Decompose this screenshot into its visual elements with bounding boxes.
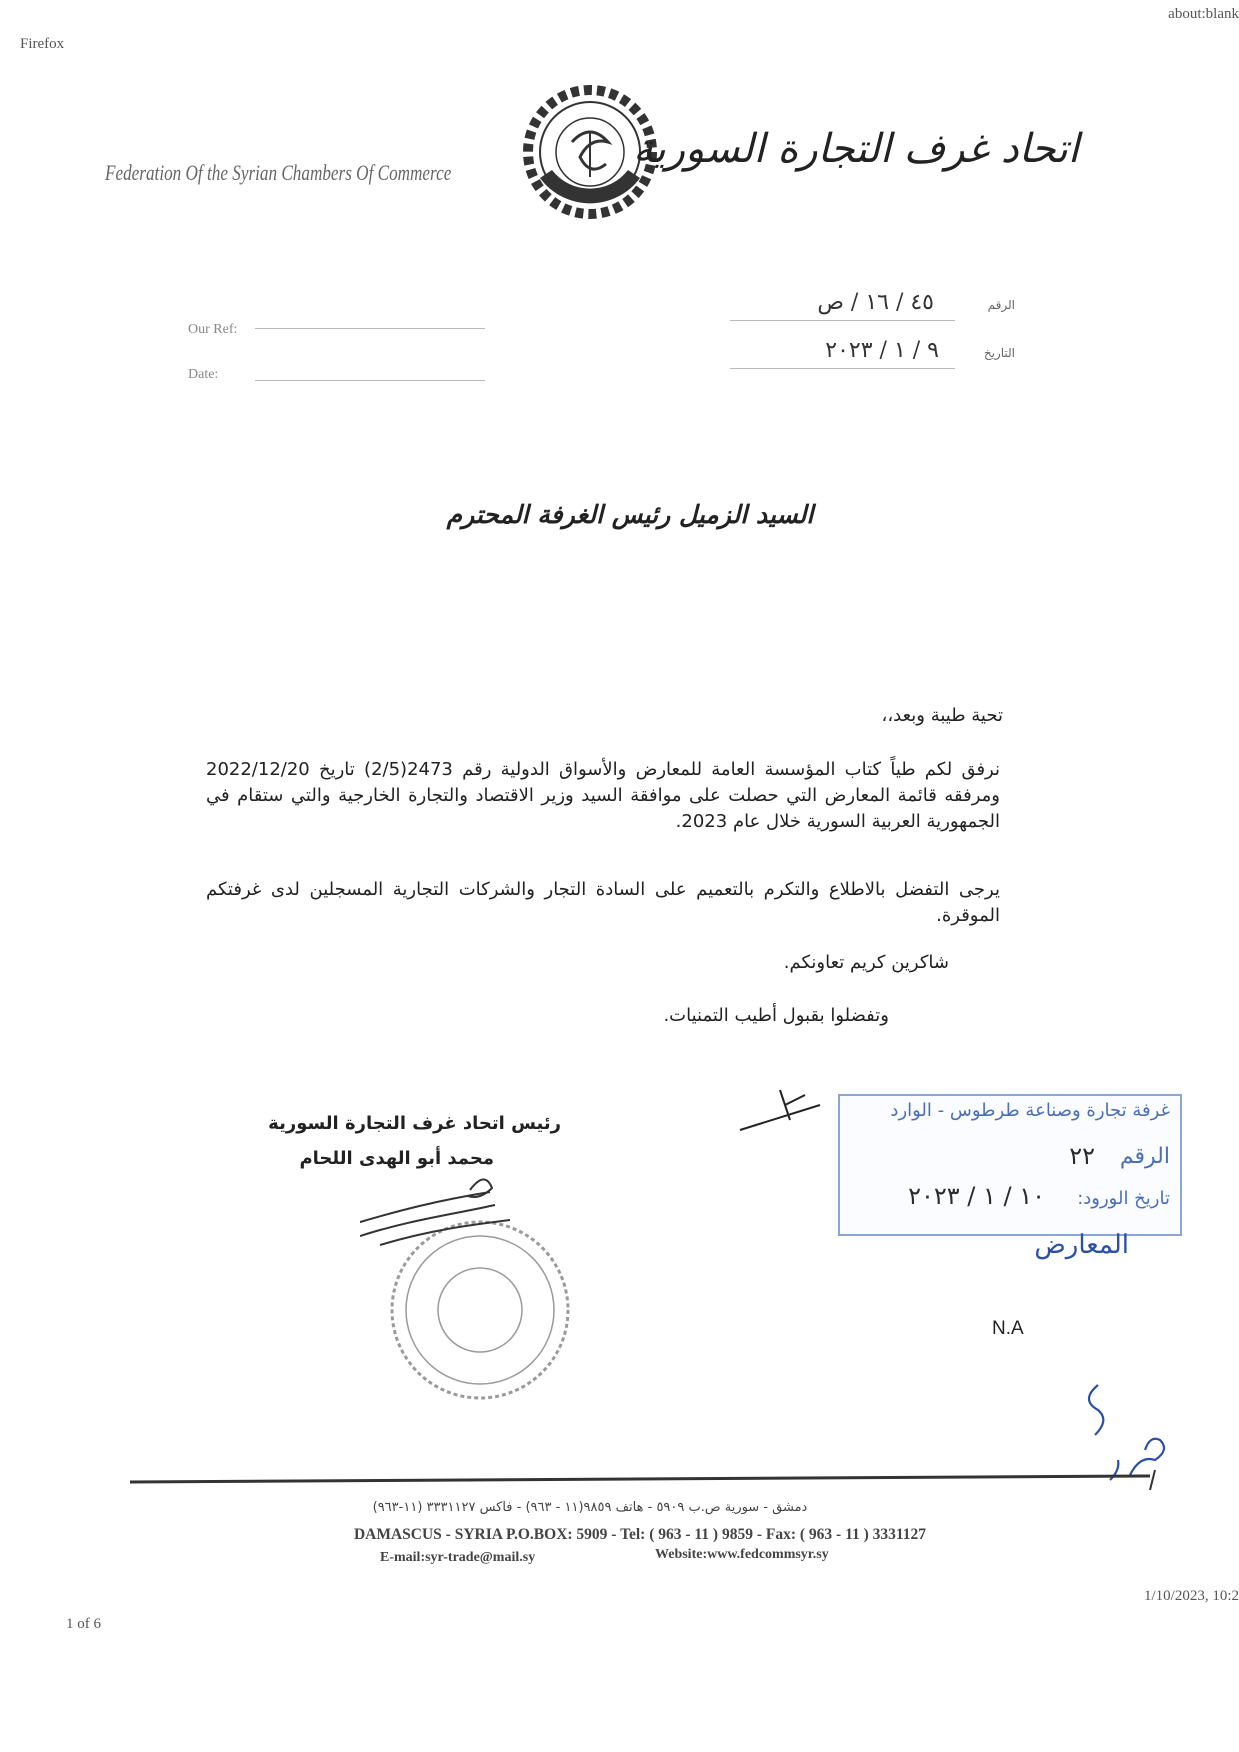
receipt-number-value: ٢٢ — [1069, 1142, 1095, 1170]
footer-email: E-mail:syr-trade@mail.sy — [380, 1550, 536, 1565]
print-datetime: 1/10/2023, 10:2 — [1143, 1588, 1239, 1604]
letterhead-name-en: Federation Of the Syrian Chambers Of Commerce — [105, 160, 452, 185]
receipt-date-label: تاريخ الورود: — [1077, 1188, 1170, 1209]
paragraph-request: يرجى التفضل بالاطلاع والتكرم بالتعميم على السادة التجار والشركات التجارية المسجلين لدى غرفتكم الموقرة. — [206, 879, 1000, 926]
initial-scribble — [735, 1085, 825, 1135]
signatory-name: محمد أبو الهدى اللحام — [299, 1148, 494, 1169]
paragraph-exhibitions: نرفق لكم طياً كتاب المؤسسة العامة للمعارض والأسواق الدولية رقم 2473(2/5) تاريخ 2022/12/20 ومرفقه قائمة المعارض التي حصلت على موافقة السيد وزير الاقتصاد والتجارة الخارجية والتي ستقام في الجمهورية العربية السورية خلال عام 2023. — [206, 759, 1001, 832]
ref-label-ar: الرقم — [987, 298, 1015, 312]
footer-address-ar: دمشق - سورية ص.ب ٥٩٠٩ - هاتف ٩٨٥٩(١١ - ٩٦٣) - فاكس ٣٣٣١١٢٧ (١١-٩٦٣) — [372, 1500, 808, 1515]
signatory-title: رئيس اتحاد غرف التجارة السورية — [268, 1113, 561, 1134]
date-label: Date: — [188, 367, 219, 382]
salutation-title: السيد الزميل رئيس الغرفة المحترم — [446, 500, 814, 529]
date-label-ar: التاريخ — [983, 346, 1015, 360]
page-counter: 1 of 6 — [66, 1616, 101, 1632]
ref-line-ar — [730, 320, 955, 321]
footer-address-en: DAMASCUS - SYRIA P.O.BOX: 5909 - Tel: ( 963 - 11 ) 9859 - Fax: ( 963 - 11 ) 3331127 — [353, 1526, 927, 1543]
receipt-stamp-header: غرفة تجارة وصناعة طرطوس - الوارد — [890, 1100, 1170, 1121]
handwritten-note: المعارض — [1034, 1230, 1129, 1260]
browser-url: about:blank — [1168, 6, 1239, 22]
our-ref-label: Our Ref: — [188, 322, 238, 337]
footer-website: Website:www.fedcommsyr.sy — [655, 1547, 829, 1562]
our-ref-line — [255, 328, 485, 329]
ref-value: ٤٥ / ١٦ / ص — [817, 290, 934, 315]
initials-note: N.A — [992, 1318, 1024, 1339]
letterhead-name-ar: اتحاد غرف التجارة السورية — [633, 126, 1079, 172]
date-line — [255, 380, 485, 381]
browser-app-name: Firefox — [20, 36, 65, 52]
receipt-date-value: ١٠ / ١ / ٢٠٢٣ — [908, 1182, 1045, 1210]
official-seal — [360, 1170, 600, 1410]
date-value: ٩ / ١ / ٢٠٢٣ — [825, 338, 939, 363]
date-line-ar — [730, 368, 955, 369]
thanks-line: شاكرين كريم تعاونكم. — [783, 952, 949, 973]
receipt-stamp — [838, 1094, 1182, 1236]
closing-line: وتفضلوا بقبول أطيب التمنيات. — [663, 1005, 889, 1026]
receipt-number-label: الرقم — [1119, 1144, 1170, 1169]
footer-rule — [0, 1460, 1239, 1490]
greeting: تحية طيبة وبعد،، — [881, 705, 1003, 726]
